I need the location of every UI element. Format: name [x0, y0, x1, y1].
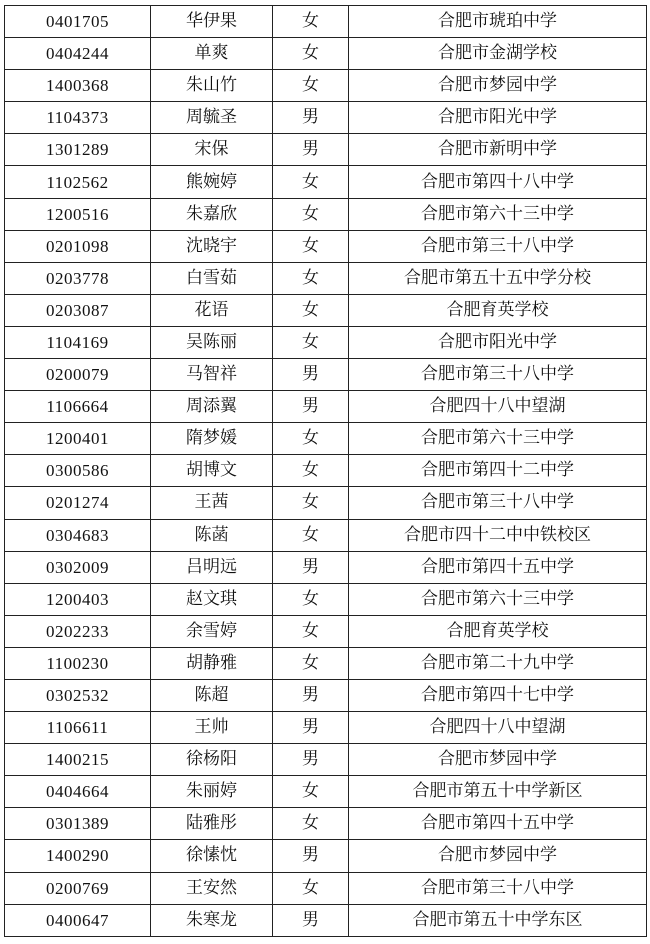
school-cell: 合肥育英学校: [349, 615, 647, 647]
school-cell: 合肥市第六十三中学: [349, 423, 647, 455]
school-cell: 合肥市四十二中中铁校区: [349, 519, 647, 551]
gender-cell: 女: [273, 38, 349, 70]
student-name-cell: 周毓圣: [151, 102, 273, 134]
school-cell: 合肥市第四十七中学: [349, 679, 647, 711]
table-row: [5, 776, 647, 808]
table-row: [5, 551, 647, 583]
school-cell: 合肥市第四十五中学: [349, 808, 647, 840]
student-id-cell: 1400368: [5, 70, 151, 102]
table-row: [5, 326, 647, 358]
gender-cell: 女: [273, 583, 349, 615]
table-row: [5, 198, 647, 230]
school-cell: 合肥市梦园中学: [349, 70, 647, 102]
gender-cell: 女: [273, 647, 349, 679]
student-id-cell: 0302532: [5, 679, 151, 711]
student-id-cell: 0203778: [5, 262, 151, 294]
school-cell: 合肥市第四十八中学: [349, 166, 647, 198]
student-id-cell: 0401705: [5, 6, 151, 38]
student-id-cell: 1200401: [5, 423, 151, 455]
student-id-cell: 1106664: [5, 391, 151, 423]
student-id-cell: 1104169: [5, 326, 151, 358]
student-name-cell: 花语: [151, 294, 273, 326]
gender-cell: 女: [273, 326, 349, 358]
student-id-cell: 0404244: [5, 38, 151, 70]
student-name-cell: 王帅: [151, 712, 273, 744]
school-cell: 合肥市阳光中学: [349, 326, 647, 358]
gender-cell: 女: [273, 423, 349, 455]
gender-cell: 女: [273, 294, 349, 326]
table-row: [5, 679, 647, 711]
student-name-cell: 胡静雅: [151, 647, 273, 679]
table-row: [5, 102, 647, 134]
gender-cell: 女: [273, 455, 349, 487]
table-row: [5, 38, 647, 70]
student-id-cell: 0301389: [5, 808, 151, 840]
student-id-cell: 0201274: [5, 487, 151, 519]
school-cell: 合肥四十八中望湖: [349, 712, 647, 744]
student-name-cell: 朱山竹: [151, 70, 273, 102]
student-table: [4, 5, 647, 937]
gender-cell: 男: [273, 904, 349, 936]
student-name-cell: 隋梦媛: [151, 423, 273, 455]
student-name-cell: 熊婉婷: [151, 166, 273, 198]
table-row: [5, 230, 647, 262]
student-id-cell: 0202233: [5, 615, 151, 647]
school-cell: 合肥市梦园中学: [349, 744, 647, 776]
student-id-cell: 1400290: [5, 840, 151, 872]
gender-cell: 女: [273, 166, 349, 198]
student-name-cell: 马智祥: [151, 359, 273, 391]
student-id-cell: 1400215: [5, 744, 151, 776]
gender-cell: 男: [273, 102, 349, 134]
table-row: [5, 166, 647, 198]
school-cell: 合肥市第四十五中学: [349, 551, 647, 583]
table-row: [5, 744, 647, 776]
student-name-cell: 宋保: [151, 134, 273, 166]
student-id-cell: 0203087: [5, 294, 151, 326]
table-row: [5, 70, 647, 102]
school-cell: 合肥市第三十八中学: [349, 359, 647, 391]
school-cell: 合肥市第五十中学东区: [349, 904, 647, 936]
gender-cell: 男: [273, 840, 349, 872]
school-cell: 合肥市第六十三中学: [349, 198, 647, 230]
student-name-cell: 朱寒龙: [151, 904, 273, 936]
school-cell: 合肥市第五十中学新区: [349, 776, 647, 808]
gender-cell: 女: [273, 808, 349, 840]
gender-cell: 女: [273, 519, 349, 551]
student-id-cell: 1106611: [5, 712, 151, 744]
school-cell: 合肥市第二十九中学: [349, 647, 647, 679]
gender-cell: 女: [273, 615, 349, 647]
table-row: [5, 583, 647, 615]
student-name-cell: 胡博文: [151, 455, 273, 487]
student-name-cell: 陈菡: [151, 519, 273, 551]
school-cell: 合肥市第五十五中学分校: [349, 262, 647, 294]
student-id-cell: 1102562: [5, 166, 151, 198]
gender-cell: 女: [273, 70, 349, 102]
student-name-cell: 陈超: [151, 679, 273, 711]
student-name-cell: 朱丽婷: [151, 776, 273, 808]
school-cell: 合肥市琥珀中学: [349, 6, 647, 38]
table-row: [5, 519, 647, 551]
table-body: [5, 6, 647, 937]
gender-cell: 女: [273, 872, 349, 904]
student-name-cell: 王安然: [151, 872, 273, 904]
student-name-cell: 赵文琪: [151, 583, 273, 615]
student-name-cell: 周添翼: [151, 391, 273, 423]
table-row: [5, 840, 647, 872]
gender-cell: 男: [273, 359, 349, 391]
student-id-cell: 0200769: [5, 872, 151, 904]
school-cell: 合肥四十八中望湖: [349, 391, 647, 423]
school-cell: 合肥市新明中学: [349, 134, 647, 166]
student-id-cell: 0404664: [5, 776, 151, 808]
student-id-cell: 1200403: [5, 583, 151, 615]
student-name-cell: 华伊果: [151, 6, 273, 38]
student-name-cell: 余雪婷: [151, 615, 273, 647]
table-row: [5, 872, 647, 904]
gender-cell: 女: [273, 6, 349, 38]
table-row: [5, 391, 647, 423]
gender-cell: 男: [273, 551, 349, 583]
gender-cell: 男: [273, 134, 349, 166]
student-id-cell: 1104373: [5, 102, 151, 134]
school-cell: 合肥市第六十三中学: [349, 583, 647, 615]
student-id-cell: 0200079: [5, 359, 151, 391]
gender-cell: 男: [273, 391, 349, 423]
student-name-cell: 吴陈丽: [151, 326, 273, 358]
gender-cell: 男: [273, 744, 349, 776]
school-cell: 合肥市阳光中学: [349, 102, 647, 134]
gender-cell: 男: [273, 712, 349, 744]
student-name-cell: 单爽: [151, 38, 273, 70]
table-row: [5, 487, 647, 519]
school-cell: 合肥市第三十八中学: [349, 230, 647, 262]
school-cell: 合肥市梦园中学: [349, 840, 647, 872]
school-cell: 合肥育英学校: [349, 294, 647, 326]
table-row: [5, 712, 647, 744]
school-cell: 合肥市第三十八中学: [349, 872, 647, 904]
gender-cell: 女: [273, 262, 349, 294]
student-name-cell: 王茜: [151, 487, 273, 519]
school-cell: 合肥市金湖学校: [349, 38, 647, 70]
student-id-cell: 1200516: [5, 198, 151, 230]
gender-cell: 女: [273, 230, 349, 262]
school-cell: 合肥市第四十二中学: [349, 455, 647, 487]
student-name-cell: 白雪茹: [151, 262, 273, 294]
gender-cell: 女: [273, 487, 349, 519]
student-name-cell: 吕明远: [151, 551, 273, 583]
student-id-cell: 0304683: [5, 519, 151, 551]
student-name-cell: 徐杨阳: [151, 744, 273, 776]
student-id-cell: 0201098: [5, 230, 151, 262]
student-name-cell: 朱嘉欣: [151, 198, 273, 230]
gender-cell: 女: [273, 198, 349, 230]
student-name-cell: 沈晓宇: [151, 230, 273, 262]
student-id-cell: 0302009: [5, 551, 151, 583]
student-id-cell: 1100230: [5, 647, 151, 679]
table-row: [5, 294, 647, 326]
school-cell: 合肥市第三十八中学: [349, 487, 647, 519]
table-row: [5, 808, 647, 840]
table-row: [5, 262, 647, 294]
table-row: [5, 904, 647, 936]
table-row: [5, 423, 647, 455]
gender-cell: 女: [273, 776, 349, 808]
student-id-cell: 1301289: [5, 134, 151, 166]
student-id-cell: 0400647: [5, 904, 151, 936]
gender-cell: 男: [273, 679, 349, 711]
student-id-cell: 0300586: [5, 455, 151, 487]
table-row: [5, 647, 647, 679]
table-row: [5, 6, 647, 38]
table-row: [5, 359, 647, 391]
student-name-cell: 陆雅彤: [151, 808, 273, 840]
table-row: [5, 134, 647, 166]
table-row: [5, 455, 647, 487]
student-name-cell: 徐愫忱: [151, 840, 273, 872]
table-row: [5, 615, 647, 647]
